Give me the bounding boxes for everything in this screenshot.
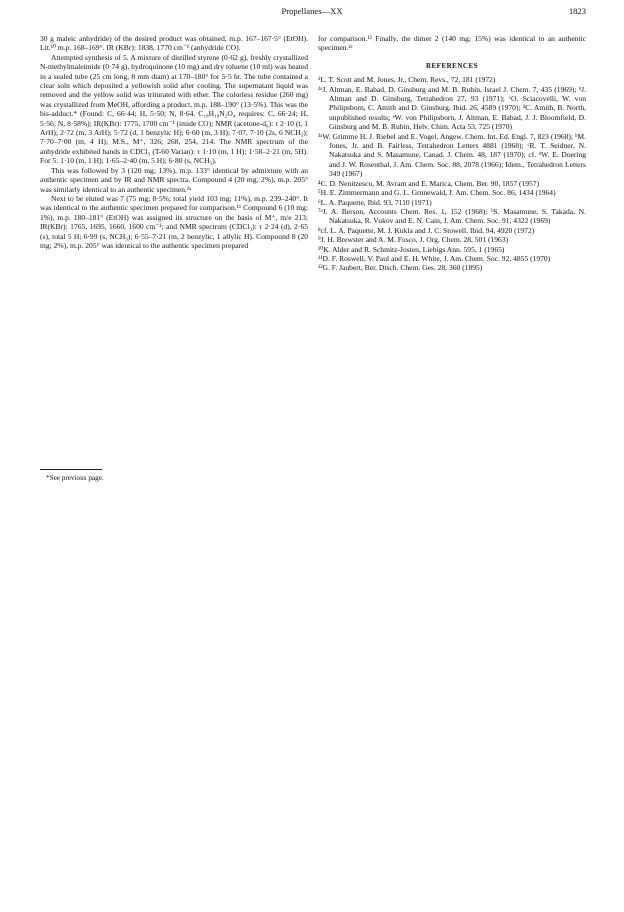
footnote: *See previous page. — [46, 474, 104, 482]
body-paragraph: for comparison.¹² Finally, the dimer 2 (140 mg; 15%) was identical to an authentic specimen.²ᶜ — [318, 34, 586, 53]
body-paragraph: This was followed by 3 (120 mg; 13%), m.p. 133° identical by admixture with an authentic specimen and by IR and NMR spectra. Compound 4 (20 mg; 2%), m.p. 205° was similarly identical to an authentic specimen.²ᵃ — [40, 165, 308, 194]
reference-item: ¹⁰K. Alder and R. Schmitz-Josten, Liebigs Ann. 595, 1 (1965) — [318, 244, 505, 254]
left-column — [40, 34, 308, 250]
body-paragraph: Attempted synthesis of 5. A mixture of distilled styrene (0·62 g), freshly crystallized N-methylmaleimide (0·74 g), hydroquinone (10 mg) and dry toluene (10 ml) was heated in a sealed tube (25 cm long, 8 mm diam) at 170–180° for 5·5 hr. The tube contained a clear soln which deposited a yellowish solid after cooling. The supernatant liquid was removed and the yellow solid was triturated with ether. The colorless residue (260 mg) was crystallized from MeOH, affording a product, m.p. 188–190° (13·5%). This was the bis-adduct.* (Found: C, 66·44; H, 5·50; N, 8·64. C₁₈H₁₈N₂O₄ requires: C, 66·24; H, 5·56; N, 8·58%); IR(KBr): 1775, 1700 cm⁻¹ (imide CO); NMR (acetone-d₆): τ 2·10 (t, 1 ArH); 2·72 (m, 3 ArH); 5·72 (d, 1 benzylic H); 6·60 (m, 3 H); 7·07, 7·10 (2s, 6 NCH₃); 7·70–7·00 (m, 4 H); M.S., M⁺, 326; 268, 254, 214. The NMR spectrum of the anhydride exhibited bands in CDCl₃ (T-60 Varian): τ 1·10 (m, 1 H); 1·58–2·21 (m, 5H). For 5: 1·10 (m, 1 H); 1·65–2·40 (m, 5 H); 6·80 (s, NCH₃). — [40, 52, 308, 166]
page-number: 1823 — [568, 6, 586, 16]
reference-list — [318, 75, 586, 273]
reference-item: ⁸cf. L. A. Paquette, M. J. Kukla and J. C. Stowell, Ibid. 94, 4920 (1972) — [318, 225, 535, 235]
reference-item: ⁴C. D. Nenitzescu, M. Avram and E. Marica, Chem. Ber. 90, 1857 (1957) — [318, 178, 540, 188]
body-paragraph: Next to be eluted was 7 (75 mg; 8·5%; total yield 103 mg; 11%), m.p. 239–240°. It was identical to the authentic specimen prepared for comparison.¹¹ Compound 6 (10 mg; 1%), m.p. 180–181° (EtOH) was assigned its structure on the basis of M⁺, m/e 213; IR(KBr): 1765, 1695, 1660, 1600 cm⁻¹; and NMR spectrum (CDCl₃): τ 2·24 (d), 2·65 (s), total 5 H; 6·99 (s, NCH₃); 6·55–7·21 (m, 2 benzylic, 1 allylic H). Compound 8 (20 mg; 2%), m.p. 205° was identical to the authentic specimen prepared — [40, 193, 308, 250]
reference-item: ⁹J. H. Brewster and A. M. Fusco, J. Org. Chem. 28, 501 (1963) — [318, 235, 509, 245]
reference-item: ⁷ᵃJ. A. Berson, Accounts Chem. Res. 1, 152 (1968); ᵇS. Masamune, S. Takada, N. Nakatsuka, R. Vukov and E. N. Cain, J. Am. Chem. Soc. 91, 4322 (1969) — [318, 206, 586, 226]
reference-item: ¹²G. F. Jaubert, Ber. Dtsch. Chem. Ges. 28, 360 (1895) — [318, 263, 483, 273]
right-column — [318, 34, 586, 273]
footnote-divider — [40, 469, 102, 470]
reference-item: ⁶L. A. Paquette, Ibid. 93, 7110 (1971) — [318, 197, 432, 207]
body-paragraph: 30 g maleic anhydride) of the desired product was obtained, m.p. 167–167·5° (EtOH). Lit.¹⁰ m.p. 168–169°. IR (KBr): 1838, 1770 cm⁻¹ (anhydride CO). — [40, 34, 308, 53]
reference-item: ¹¹D. F. Roswell, V. Paul and E. H. White, J. Am. Chem. Soc. 92, 4855 (1970) — [318, 253, 551, 263]
reference-item: ⁵H. E. Zimmermann and G. L. Grunewald, J. Am. Chem. Soc. 86, 1434 (1964) — [318, 188, 556, 198]
reference-item: ²ᵃJ. Altman, E. Babad, D. Ginsburg and M. B. Rubin, Israel J. Chem. 7, 435 (1969); ᵇJ. Altman and D. Ginsburg, Tetrahedron 27, 93 (1971); ᶜO. Sciacovelli, W. von Philipsborn, C. Amith and D. Ginsburg, Ibid. 26, 4589 (1970); ᵈC. Amith, B. North, unpublished results; ᵉW. von Philipsborn, J. Altman, E. Babad, J. J. Bloomfield, D. Ginsburg and M. B. Rubin, Helv. Chim. Acta 53, 725 (1970) — [318, 84, 586, 132]
running-title: Propellanes—XX — [281, 6, 343, 16]
reference-item: ³ᵃW. Grimme H. J. Riebel and E. Vogel, Angew. Chem. Int. Ed. Engl. 7, 823 (1968); ᵇM. Jones, Jr. and B. Fairless, Tetrahedron Letters 4881 (1968); ᶜR. T. Seidner, N. Nakatsuka and S. Masamune, Canad. J. Chem. 48, 187 (1970); cf. ᵈW. E. Doering and J. W. Rosenthal, J. Am. Chem. Soc. 88, 2078 (1966); Idem., Tetrahedron Letters 349 (1967) — [318, 131, 586, 179]
page-header — [0, 6, 624, 20]
references-heading: REFERENCES — [425, 61, 479, 70]
reference-item: ¹L. T. Scott and M. Jones, Jr., Chem. Revs., 72, 181 (1972) — [318, 75, 496, 85]
